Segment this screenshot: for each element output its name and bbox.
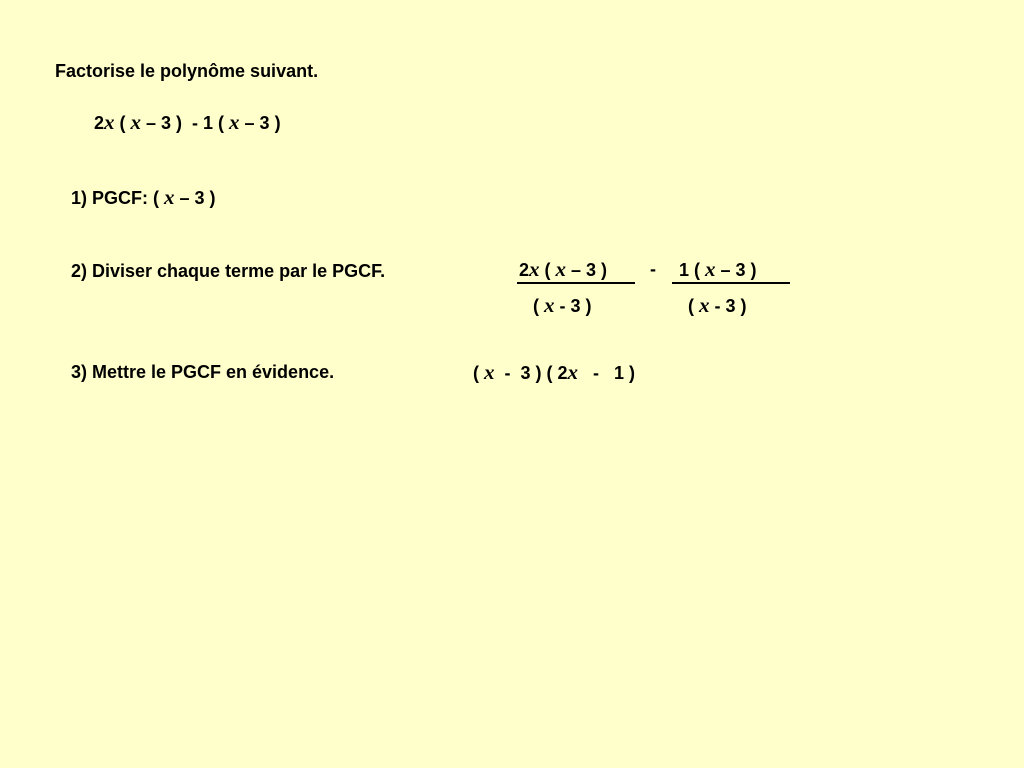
frac2-num-a: 1 ( (679, 260, 706, 280)
fraction1-denominator (533, 294, 592, 317)
fraction2-numerator (679, 258, 757, 281)
fraction1-numerator (519, 258, 607, 281)
frac1-den-a: ( (533, 296, 544, 316)
poly-var-x: x (104, 110, 115, 134)
step1 (71, 186, 216, 209)
fraction1-bar (517, 282, 635, 284)
poly-middle: – 3 ) - 1 ( (141, 113, 230, 133)
frac1-num-var-x: x (529, 257, 540, 281)
frac1-den-end: - 3 ) (554, 296, 592, 316)
res-var-x: x (484, 360, 495, 384)
fraction-minus: - (650, 259, 656, 279)
frac2-num-var-x: x (705, 257, 716, 281)
step3-label: 3) Mettre le PGCF en évidence. (71, 362, 335, 382)
frac1-num-end: – 3 ) (566, 260, 608, 280)
res-b: - 3 ) ( 2 (494, 363, 568, 383)
step1-label: 1) PGCF: ( (71, 188, 164, 208)
res-c: - 1 ) (578, 363, 636, 383)
frac2-den-a: ( (688, 296, 699, 316)
frac2-den-var-x: x (699, 293, 710, 317)
poly-coef: 2 (94, 113, 105, 133)
fraction2-denominator (688, 294, 747, 317)
heading: Factorise le polynôme suivant. (55, 61, 319, 81)
res-a: ( (473, 363, 484, 383)
frac2-den-end: - 3 ) (709, 296, 747, 316)
fraction2-bar (672, 282, 790, 284)
frac1-num-var-x-2: x (555, 257, 567, 281)
frac1-num-coef: 2 (519, 260, 530, 280)
step3-result (473, 361, 635, 384)
frac2-num-end: – 3 ) (715, 260, 757, 280)
frac1-num-paren: ( (539, 260, 556, 280)
poly-end: – 3 ) (239, 113, 281, 133)
res-var-x-2: x (567, 360, 579, 384)
poly-var-x-3: x (229, 110, 240, 134)
step2-label: 2) Diviser chaque terme par le PGCF. (71, 261, 386, 281)
step1-end: – 3 ) (174, 188, 216, 208)
poly-var-x-2: x (130, 110, 142, 134)
step1-var-x: x (164, 185, 175, 209)
polynomial (94, 111, 281, 134)
poly-paren-open: ( (114, 113, 131, 133)
frac1-den-var-x: x (544, 293, 555, 317)
